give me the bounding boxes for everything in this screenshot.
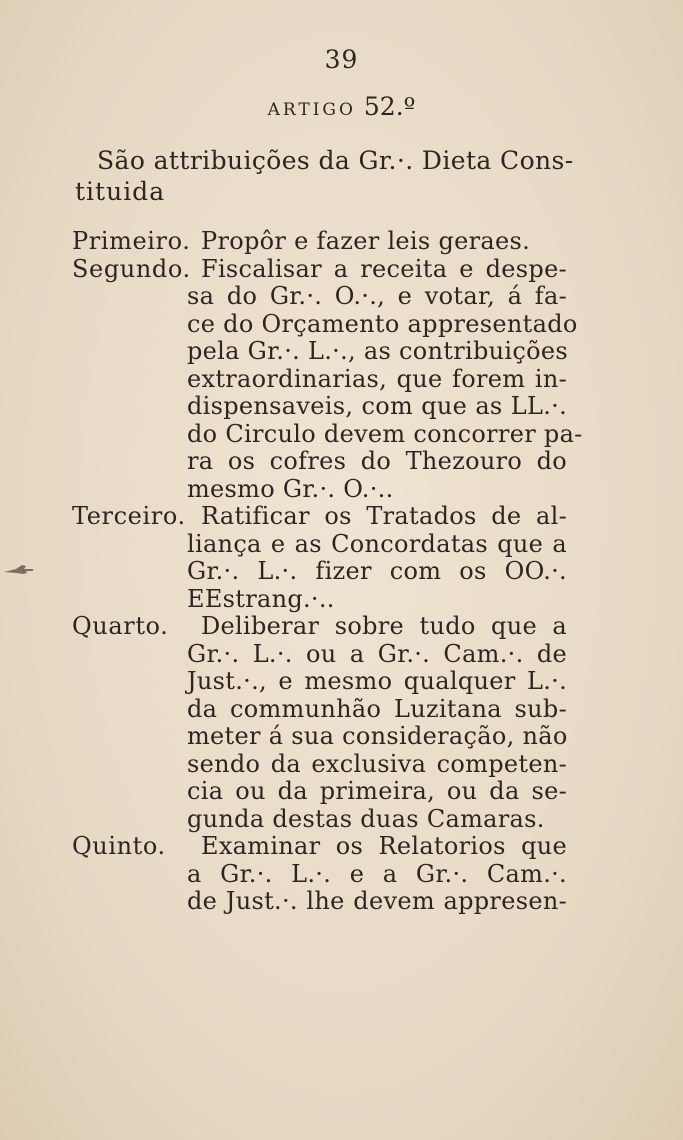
item-line: Gr.·. L.·. fizer com os OO.·. <box>187 557 567 585</box>
article-items <box>0 228 683 916</box>
item-line: do Circulo devem concorrer pa- <box>187 419 583 448</box>
item-line: ra os cofres do Thezouro do <box>187 447 567 475</box>
article-word: ARTIGO <box>267 100 356 120</box>
intro-line: São attribuições da Gr.·. Dieta Cons- <box>97 146 574 175</box>
item-label: Primeiro. <box>72 227 191 255</box>
item-line: Examinar os Relatorios que <box>201 832 567 860</box>
article-heading <box>0 92 683 121</box>
item-label: Segundo. <box>72 254 191 283</box>
item-label: Quinto. <box>72 832 166 860</box>
item-body <box>187 228 567 256</box>
intro-paragraph <box>75 145 595 207</box>
article-number: 52.º <box>363 92 416 121</box>
item-line: Gr.·. L.·. ou a Gr.·. Cam.·. de <box>187 639 567 668</box>
item-line: pela Gr.·. L.·., as contribuições <box>187 337 568 365</box>
item-body <box>187 254 583 504</box>
item-line: Deliberar sobre tudo que a <box>201 612 567 640</box>
item-quarto <box>0 613 683 833</box>
intro-line: tituida <box>75 177 166 206</box>
item-primeiro <box>0 228 683 256</box>
item-label: Quarto. <box>72 612 169 640</box>
item-line: dispensaveis, com que as LL.·. <box>187 392 567 420</box>
item-line: Propôr e fazer leis geraes. <box>201 227 531 255</box>
item-body <box>187 613 567 833</box>
item-line: ce do Orçamento appresentado <box>187 309 578 338</box>
item-line: mesmo Gr.·. O.·.. <box>187 474 394 503</box>
item-line: Ratificar os Tratados de al- <box>201 502 567 530</box>
item-line: gunda destas duas Camaras. <box>187 804 545 833</box>
item-terceiro <box>0 503 683 613</box>
item-line: Just.·., e mesmo qualquer L.·. <box>187 667 567 695</box>
item-quinto <box>0 833 683 916</box>
item-line: sendo da exclusiva competen- <box>187 749 567 778</box>
item-line: extraordinarias, que forem in- <box>187 364 567 393</box>
item-line: sa do Gr.·. O.·., e votar, á fa- <box>187 282 567 310</box>
page-number: 39 <box>324 45 359 74</box>
item-line: a Gr.·. L.·. e a Gr.·. Cam.·. <box>187 859 567 888</box>
item-segundo <box>0 256 683 504</box>
item-line: de Just.·. lhe devem appresen- <box>187 887 567 915</box>
item-body <box>187 833 567 916</box>
item-body <box>187 503 567 613</box>
item-line: da communhão Luzitana sub- <box>187 694 567 723</box>
item-line: liança e as Concordatas que a <box>187 529 567 558</box>
item-line: meter á sua consideração, não <box>187 722 568 750</box>
item-line: cia ou da primeira, ou da se- <box>187 777 567 805</box>
item-label: Terceiro. <box>72 502 186 530</box>
item-line: EEstrang.·.. <box>187 584 335 613</box>
item-line: Fiscalisar a receita e despe- <box>201 254 567 283</box>
